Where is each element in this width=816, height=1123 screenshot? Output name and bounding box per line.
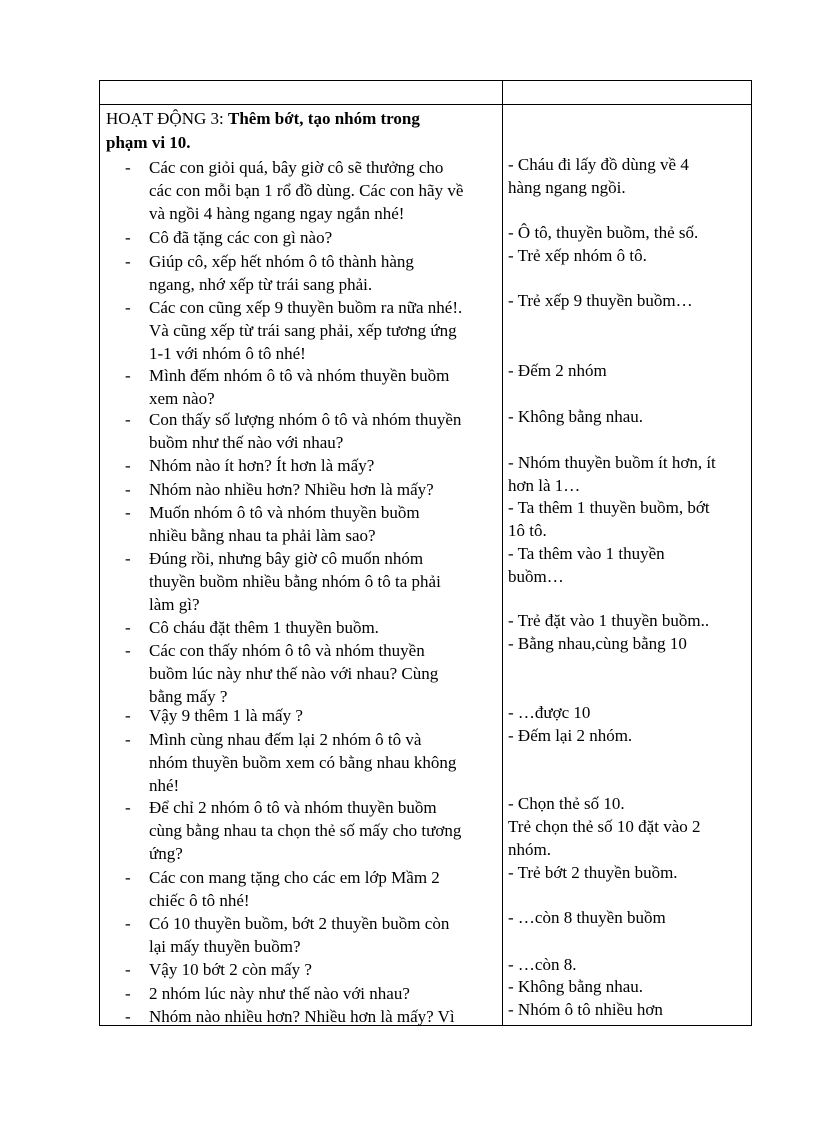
teacher-line: lại mấy thuyền buồm?: [149, 937, 301, 956]
teacher-line: Vậy 9 thêm 1 là mấy ?: [149, 706, 303, 725]
teacher-line: ngang, nhớ xếp từ trái sang phải.: [149, 275, 373, 294]
child-line: - Chọn thẻ số 10.: [508, 794, 625, 813]
child-line: 1ô tô.: [508, 521, 547, 540]
bullet-dash: -: [125, 641, 131, 660]
teacher-line: 1-1 với nhóm ô tô nhé!: [149, 344, 306, 363]
bullet-dash: -: [125, 984, 131, 1003]
teacher-line: nhóm thuyền buồm xem có bằng nhau không: [149, 753, 457, 772]
teacher-line: Để chỉ 2 nhóm ô tô và nhóm thuyền buồm: [149, 798, 437, 817]
child-line: - Trẻ đặt vào 1 thuyền buồm..: [508, 611, 710, 630]
bullet-dash: -: [125, 298, 131, 317]
child-line: - Ta thêm vào 1 thuyền: [508, 544, 665, 563]
bullet-dash: -: [125, 366, 131, 385]
teacher-line: Đúng rồi, nhưng bây giờ cô muốn nhóm: [149, 549, 424, 568]
bullet-dash: -: [125, 960, 131, 979]
child-line: - Nhóm thuyền buồm ít hơn, ít: [508, 453, 716, 472]
teacher-line: Có 10 thuyền buồm, bớt 2 thuyền buồm còn: [149, 914, 450, 933]
child-line: - Nhóm ô tô nhiều hơn: [508, 1000, 663, 1019]
teacher-line: nhiều bằng nhau ta phải làm sao?: [149, 526, 376, 545]
child-line: - Đếm lại 2 nhóm.: [508, 726, 633, 745]
child-line: - …còn 8 thuyền buồm: [508, 908, 666, 927]
child-line: - Không bằng nhau.: [508, 407, 644, 426]
teacher-line: bằng mấy ?: [149, 687, 228, 706]
child-line: - Cháu đi lấy đồ dùng về 4: [508, 155, 689, 174]
bullet-dash: -: [125, 410, 131, 429]
child-line: - Trẻ xếp nhóm ô tô.: [508, 246, 647, 265]
child-line: - Trẻ xếp 9 thuyền buồm…: [508, 291, 693, 310]
teacher-line: chiếc ô tô nhé!: [149, 891, 250, 910]
teacher-line: Cô đã tặng các con gì nào?: [149, 228, 333, 247]
teacher-line: Các con cũng xếp 9 thuyền buồm ra nữa nhé!.: [149, 298, 463, 317]
teacher-line: thuyền buồm nhiều bằng nhóm ô tô ta phải: [149, 572, 441, 591]
child-line: nhóm.: [508, 840, 551, 859]
bullet-dash: -: [125, 1007, 131, 1026]
child-line: buồm…: [508, 567, 564, 586]
bullet-dash: -: [125, 618, 131, 637]
activity-prefix: HOẠT ĐỘNG 3:: [106, 109, 228, 128]
bullet-dash: -: [125, 252, 131, 271]
bullet-dash: -: [125, 456, 131, 475]
bullet-dash: -: [125, 549, 131, 568]
teacher-line: Con thấy số lượng nhóm ô tô và nhóm thuyền: [149, 410, 462, 429]
teacher-line: cùng bằng nhau ta chọn thẻ số mấy cho tương: [149, 821, 462, 840]
teacher-line: và ngồi 4 hàng ngang ngay ngắn nhé!: [149, 204, 405, 223]
teacher-line: buồm lúc này như thế nào với nhau? Cùng: [149, 664, 439, 683]
bullet-dash: -: [125, 228, 131, 247]
child-line: - Bằng nhau,cùng bằng 10: [508, 634, 687, 653]
teacher-line: làm gì?: [149, 595, 200, 614]
child-line: - …còn 8.: [508, 955, 577, 974]
child-line: - Ô tô, thuyền buồm, thẻ số.: [508, 223, 699, 242]
child-line: hàng ngang ngồi.: [508, 178, 626, 197]
teacher-line: Giúp cô, xếp hết nhóm ô tô thành hàng: [149, 252, 414, 271]
teacher-line: Muốn nhóm ô tô và nhóm thuyền buồm: [149, 503, 420, 522]
bullet-dash: -: [125, 730, 131, 749]
teacher-line: Các con thấy nhóm ô tô và nhóm thuyền: [149, 641, 425, 660]
child-line: Trẻ chọn thẻ số 10 đặt vào 2: [508, 817, 701, 836]
teacher-line: Nhóm nào nhiều hơn? Nhiều hơn là mấy? Vì: [149, 1007, 455, 1026]
child-line: - Ta thêm 1 thuyền buồm, bớt: [508, 498, 710, 517]
bullet-dash: -: [125, 158, 131, 177]
teacher-line: Cô cháu đặt thêm 1 thuyền buồm.: [149, 618, 379, 637]
child-line: - Trẻ bớt 2 thuyền buồm.: [508, 863, 678, 882]
teacher-line: xem nào?: [149, 389, 215, 408]
teacher-line: Mình cùng nhau đếm lại 2 nhóm ô tô và: [149, 730, 422, 749]
teacher-line: nhé!: [149, 776, 180, 795]
bullet-dash: -: [125, 503, 131, 522]
header-row-divider: [99, 104, 752, 105]
bullet-dash: -: [125, 480, 131, 499]
column-divider: [502, 80, 503, 1026]
teacher-line: Vậy 10 bớt 2 còn mấy ?: [149, 960, 312, 979]
teacher-line: Các con giỏi quá, bây giờ cô sẽ thưởng cho: [149, 158, 444, 177]
teacher-line: Các con mang tặng cho các em lớp Mầm 2: [149, 868, 440, 887]
teacher-line: Và cũng xếp từ trái sang phải, xếp tương ứng: [149, 321, 457, 340]
activity-title-part2: phạm vi 10.: [106, 133, 191, 152]
bullet-dash: -: [125, 914, 131, 933]
teacher-line: Mình đếm nhóm ô tô và nhóm thuyền buồm: [149, 366, 450, 385]
bullet-dash: -: [125, 798, 131, 817]
child-line: - Không bằng nhau.: [508, 977, 644, 996]
activity-heading: [106, 108, 420, 130]
bullet-dash: -: [125, 868, 131, 887]
teacher-line: 2 nhóm lúc này như thế nào với nhau?: [149, 984, 410, 1003]
teacher-line: Nhóm nào nhiều hơn? Nhiều hơn là mấy?: [149, 480, 434, 499]
child-line: - Đếm 2 nhóm: [508, 361, 607, 380]
teacher-line: ứng?: [149, 844, 183, 863]
teacher-line: các con mỗi bạn 1 rổ đồ dùng. Các con hãy về: [149, 181, 464, 200]
teacher-line: Nhóm nào ít hơn? Ít hơn là mấy?: [149, 456, 375, 475]
child-line: hơn là 1…: [508, 476, 581, 495]
child-line: - …được 10: [508, 703, 591, 722]
activity-title-part1: Thêm bớt, tạo nhóm trong: [228, 109, 420, 128]
teacher-line: buồm như thế nào với nhau?: [149, 433, 344, 452]
bullet-dash: -: [125, 706, 131, 725]
